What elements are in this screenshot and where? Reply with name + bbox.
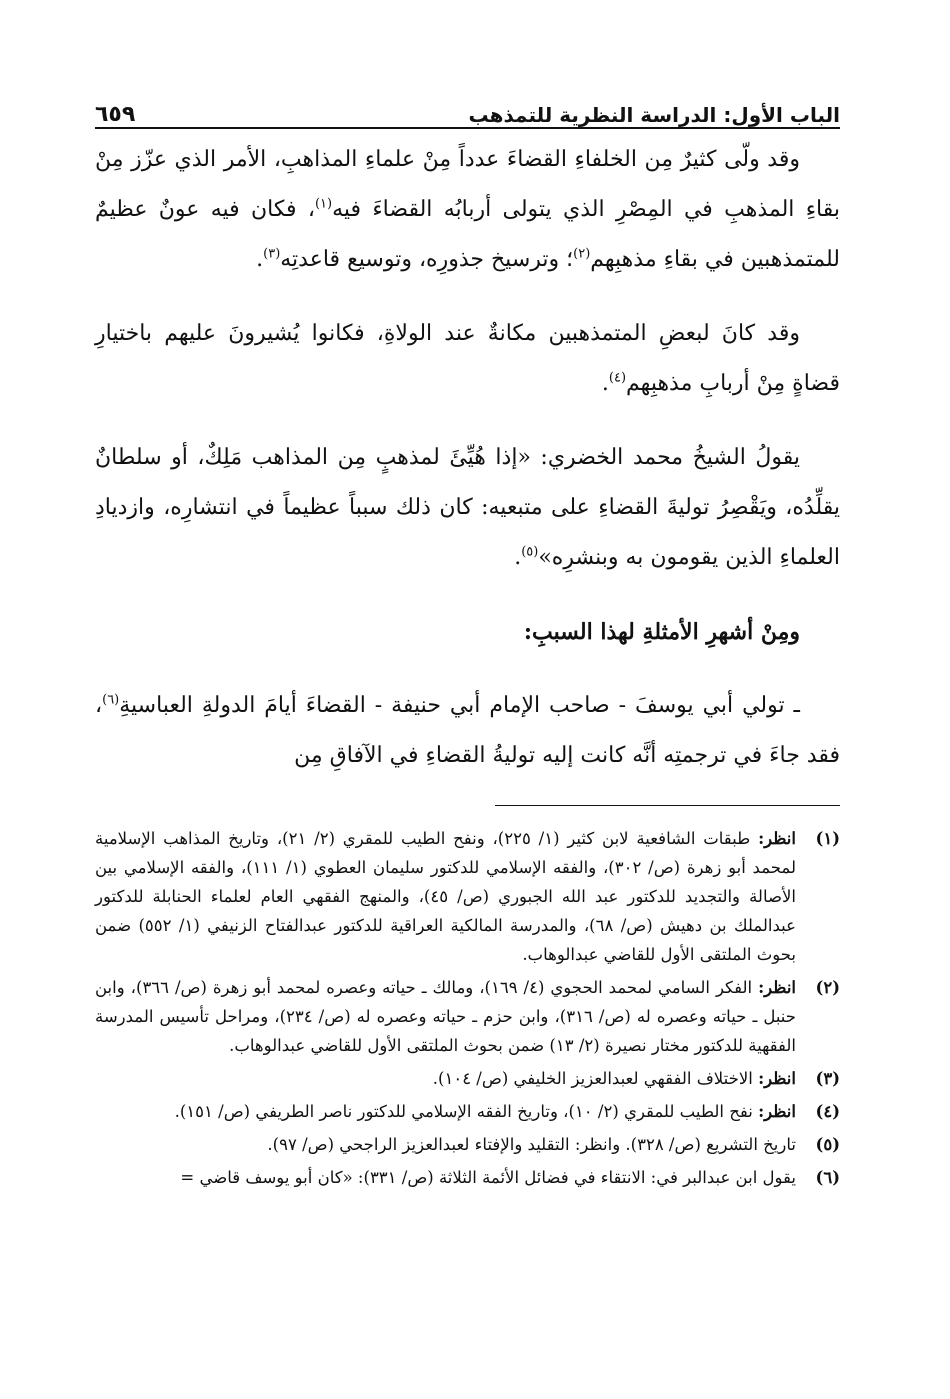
footnote-ref-5: (٥) [521, 544, 539, 560]
footnote-number: (٢) [815, 978, 840, 997]
footnote-5 [95, 1130, 840, 1159]
footnote-body [95, 1097, 796, 1126]
footnote-body [95, 1163, 796, 1192]
footnote-lead: انظر: [758, 1069, 796, 1088]
footnote-text: يقول ابن عبدالبر في: الانتقاء في فضائل الأئمة الثلاثة (ص/ ٣٣١): «كان أبو يوسف قاضي = [180, 1168, 796, 1187]
footnote-ref-4: (٤) [608, 370, 627, 386]
footnote-6 [95, 1163, 840, 1192]
footnote-text: طبقات الشافعية لابن كثير (١/ ٢٢٥)، ونفح الطيب للمقري (٢/ ٢١)، وتاريخ المذاهب الإسلامية لمحمد أبو زهرة (ص/ ٣٠٢)، والفقه الإسلامي للدكتور سليمان العطوي (١/ ١١١)، والفقه الإسلامي بين الأصالة والتجديد للدكتور عبد الله الجبوري (ص/ ٤٥)، والمنهج الفقهي العام لعلماء الحنابلة للدكتور عبدالملك بن دهيش (ص/ ٦٨)، والمدرسة المالكية العراقية للدكتور عبدالفتاح الزنيفي (١/ ٥٥٢) ضمن بحوث الملتقى الأول للقاضي عبدالوهاب. [95, 829, 796, 964]
main-text [95, 135, 840, 781]
section-heading: ومِنْ أشهرِ الأمثلةِ لهذا السببِ: [523, 619, 800, 645]
paragraph-1-text-a: وقد ولّى كثيرٌ مِن الخلفاءِ القضاءَ عدداً مِنْ علماءِ المذاهبِ، الأمر الذي عزّز مِنْ بقاءِ المذهبِ في المِصْرِ الذي يتولى أربابُه القضاءَ فيه [95, 147, 841, 222]
book-page [95, 85, 840, 1196]
page-number: ٦٥٩ [95, 102, 136, 127]
footnote-text: الاختلاف الفقهي لعبدالعزيز الخليفي (ص/ ١٠٤). [432, 1069, 753, 1088]
footnote-lead: انظر: [758, 978, 797, 997]
footnote-divider [495, 805, 840, 806]
paragraph-4-text-a: ـ تولي أبي يوسفَ - صاحب الإمام أبي حنيفة - القضاءَ أيامَ الدولةِ العباسيةِ [119, 693, 800, 718]
paragraph-1-end: . [256, 247, 264, 272]
footnote-ref-6: (٦) [102, 692, 120, 708]
footnote-3 [95, 1064, 840, 1093]
footnote-body [95, 1130, 796, 1159]
footnotes [95, 824, 840, 1192]
paragraph-2-end: . [601, 371, 609, 396]
paragraph-4-text-b: ، فقد جاءَ في ترجمتِه أنَّه كانت إليه توليةُ القضاءِ في الآفاقِ مِن [95, 693, 840, 768]
chapter-title: الباب الأول: الدراسة النظرية للتمذهب [468, 103, 840, 127]
footnote-lead: انظر: [758, 1102, 796, 1121]
footnote-number: (١) [815, 829, 840, 848]
paragraph-2-text: وقد كانَ لبعضِ المتمذهبين مكانةٌ عند الولاةِ، فكانوا يُشيرونَ عليهم باختيارِ قضاةٍ مِنْ أربابِ مذهبِهم [95, 321, 840, 396]
footnote-1 [95, 824, 840, 969]
footnote-text: نفح الطيب للمقري (٢/ ١٠)، وتاريخ الفقه الإسلامي للدكتور ناصر الطريفي (ص/ ١٥١). [174, 1102, 753, 1121]
footnote-ref-1: (١) [314, 196, 333, 212]
footnote-ref-2: (٢) [573, 246, 591, 262]
footnote-number: (٤) [815, 1102, 840, 1121]
footnote-body [95, 973, 796, 1060]
paragraph-1 [95, 135, 840, 285]
footnote-body [95, 824, 796, 969]
paragraph-1-text-b: ، فكان فيه عونٌ عظيمٌ للمتمذهبين في بقاءِ مذهبِهم [95, 197, 840, 272]
footnote-text: الفكر السامي لمحمد الحجوي (٤/ ١٦٩)، ومالك ـ حياته وعصره لمحمد أبو زهرة (ص/ ٣٦٦)، وابن حنبل ـ حياته وعصره له (ص/ ٣١٦)، وابن حزم ـ حياته وعصره له (ص/ ٢٣٤)، ومراحل تأسيس المدرسة الفقهية للدكتور مختار نصيرة (٢/ ١٣) ضمن بحوث الملتقى الأول للقاضي عبدالوهاب. [95, 978, 796, 1055]
running-header [95, 85, 840, 129]
footnote-text: تاريخ التشريع (ص/ ٣٢٨). وانظر: التقليد والإفتاء لعبدالعزيز الراجحي (ص/ ٩٧). [267, 1135, 796, 1154]
footnote-4 [95, 1097, 840, 1126]
paragraph-1-text-c: ؛ وترسيخ جذورِه، وتوسيع قاعدتِه [280, 247, 574, 272]
footnote-ref-3: (٣) [263, 246, 281, 262]
paragraph-3 [95, 433, 840, 583]
footnote-2 [95, 973, 840, 1060]
paragraph-3-text: يقولُ الشيخُ محمد الخضري: «إذا هُيِّئَ لمذهبٍ مِن المذاهب مَلِكٌ، أو سلطانٌ يقلِّدُه، ويَقْصِرُ توليةَ القضاءِ على متبعيه: كان ذلك سبباً عظيماً في انتشارِه، وازديادِ العلماءِ الذين يقومون به وبنشرِه» [95, 445, 840, 570]
footnote-body [95, 1064, 796, 1093]
paragraph-3-end: . [514, 545, 522, 570]
footnote-lead: انظر: [758, 829, 796, 848]
footnote-number: (٣) [815, 1069, 840, 1088]
footnote-number: (٦) [815, 1168, 840, 1187]
paragraph-4 [95, 681, 840, 781]
footnote-number: (٥) [815, 1135, 840, 1154]
paragraph-2 [95, 309, 840, 409]
